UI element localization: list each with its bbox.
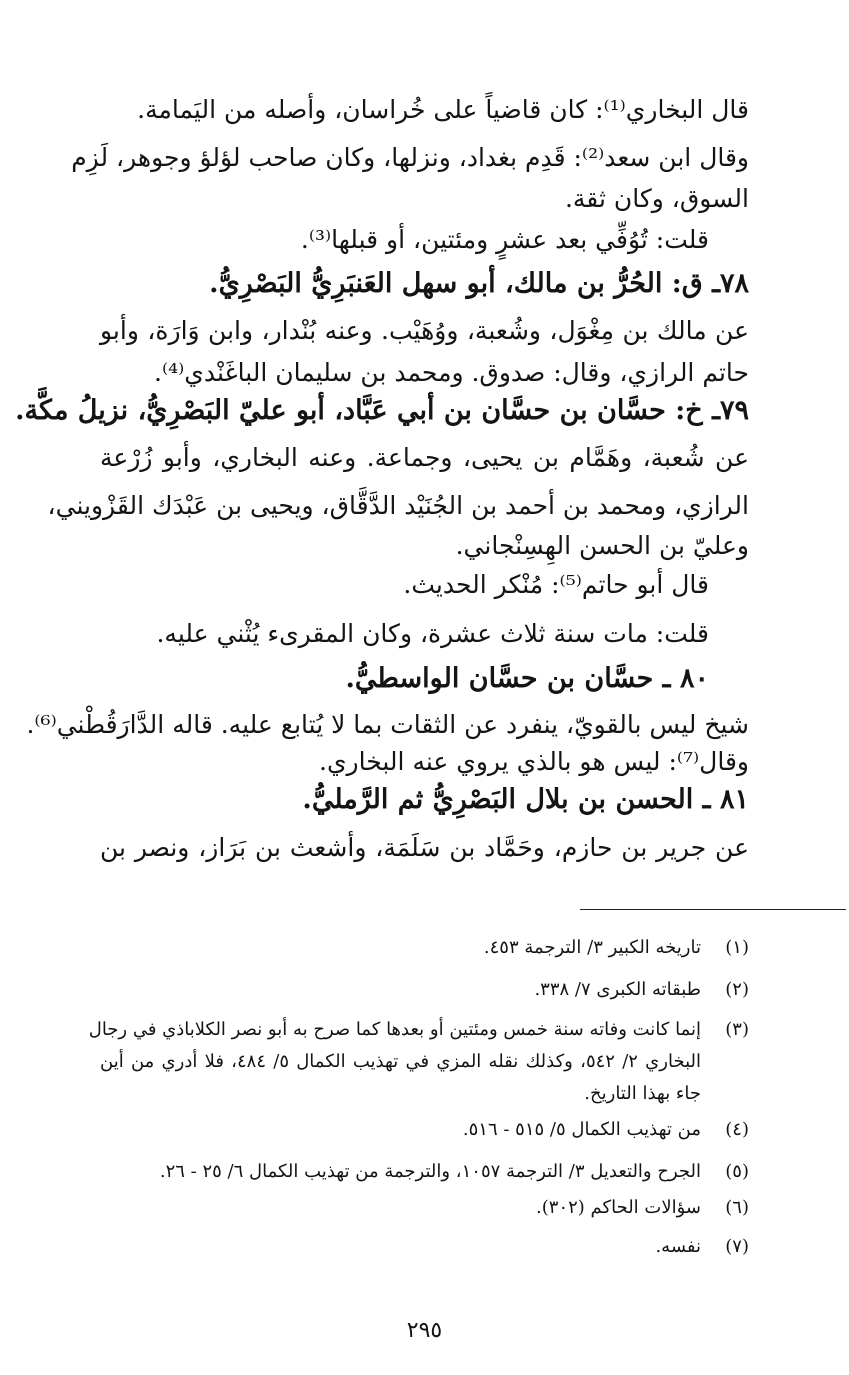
footnote xyxy=(100,1115,749,1147)
body-line: الرازي، ومحمد بن أحمد بن الجُنَيْد الدَّقَّاق، ويحيى بن عَبْدَك القَزْويني، xyxy=(47,491,749,520)
footnote-number: (٧) xyxy=(725,1236,749,1257)
footnote-continuation: البخاري ٢/ ٥٤٢، وكذلك نقله المزي في تهذيب الكمال ٥/ ٤٨٤، فلا أدري من أين xyxy=(100,1051,701,1072)
footnote xyxy=(100,933,749,965)
body-line: قلت: تُوُفِّي بعد عشرٍ ومئتين، أو قبلها⁽³⁾. xyxy=(300,225,709,254)
footnote xyxy=(100,975,749,1007)
entry-heading-78: ٧٨ـ ق: الحُرُّ بن مالك، أبو سهل العَنبَرِيُّ البَصْرِيُّ. xyxy=(209,268,749,299)
body-line: شيخ ليس بالقويّ، ينفرد عن الثقات بما لا يُتابع عليه. قاله الدَّارَقُطْني⁽⁶⁾. xyxy=(26,710,749,739)
body-line: قال البخاري⁽¹⁾: كان قاضياً على خُراسان، وأصله من اليَمامة. xyxy=(137,95,749,124)
footnote-number: (٤) xyxy=(725,1119,749,1140)
footnote xyxy=(100,1157,749,1189)
footnote xyxy=(88,1015,749,1047)
footnote-continuation: جاء بهذا التاريخ. xyxy=(584,1083,701,1104)
footnote-text: تاريخه الكبير ٣/ الترجمة ٤٥٣. xyxy=(483,937,701,958)
page-number: ٢٩٥ xyxy=(406,1318,443,1343)
footnote-number: (٣) xyxy=(725,1019,749,1040)
footnote-text: سؤالات الحاكم (٣٠٢). xyxy=(536,1197,701,1218)
footnote-number: (٦) xyxy=(725,1197,749,1218)
entry-heading-80: ٨٠ ـ حسَّان بن حسَّان الواسطيُّ. xyxy=(345,663,709,694)
footnote xyxy=(100,1193,749,1225)
body-line: عن مالك بن مِغْوَل، وشُعبة، ووُهَيْب. وعنه بُنْدار، وابن وَارَة، وأبو xyxy=(100,316,749,345)
footnote xyxy=(100,1232,749,1264)
body-line: حاتم الرازي، وقال: صدوق. ومحمد بن سليمان الباغَنْدي⁽⁴⁾. xyxy=(154,358,749,387)
body-line: وعليّ بن الحسن الهِسِنْجاني. xyxy=(455,531,749,560)
footnote-number: (٢) xyxy=(725,979,749,1000)
footnote-text: طبقاته الكبرى ٧/ ٣٣٨. xyxy=(534,979,701,1000)
footnote-text: من تهذيب الكمال ٥/ ٥١٥ - ٥١٦. xyxy=(462,1119,701,1140)
body-line: قال أبو حاتم⁽⁵⁾: مُنْكر الحديث. xyxy=(403,570,709,599)
footnote-separator xyxy=(580,909,846,910)
body-line: وقال ابن سعد⁽²⁾: قَدِم بغداد، ونزلها، وكان صاحب لؤلؤ وجوهر، لَزِم xyxy=(71,143,749,172)
footnote-text: نفسه. xyxy=(655,1236,701,1257)
footnote-number: (٥) xyxy=(725,1161,749,1182)
body-line: عن شُعبة، وهَمَّام بن يحيى، وجماعة. وعنه البخاري، وأبو زُرْعة xyxy=(100,443,749,472)
footnote-number: (١) xyxy=(725,937,749,958)
body-line: قلت: مات سنة ثلاث عشرة، وكان المقرىء يُثْني عليه. xyxy=(156,619,709,648)
footnote-text: الجرح والتعديل ٣/ الترجمة ١٠٥٧، والترجمة من تهذيب الكمال ٦/ ٢٥ - ٢٦. xyxy=(159,1161,701,1182)
entry-heading-81: ٨١ ـ الحسن بن بلال البَصْرِيُّ ثم الرَّمليُّ. xyxy=(302,784,749,815)
body-line: السوق، وكان ثقة. xyxy=(564,184,749,213)
body-line: عن جرير بن حازم، وحَمَّاد بن سَلَمَة، وأشعث بن بَرَاز، ونصر بن xyxy=(100,833,749,862)
entry-heading-79: ٧٩ـ خ: حسَّان بن حسَّان بن أبي عَبَّاد، أبو عليّ البَصْرِيُّ، نزيلُ مكَّة. xyxy=(15,395,749,426)
footnote-text: إنما كانت وفاته سنة خمس ومئتين أو بعدها كما صرح به أبو نصر الكلاباذي في رجال xyxy=(88,1019,701,1040)
body-line: وقال⁽⁷⁾: ليس هو بالذي يروي عنه البخاري. xyxy=(319,747,749,776)
